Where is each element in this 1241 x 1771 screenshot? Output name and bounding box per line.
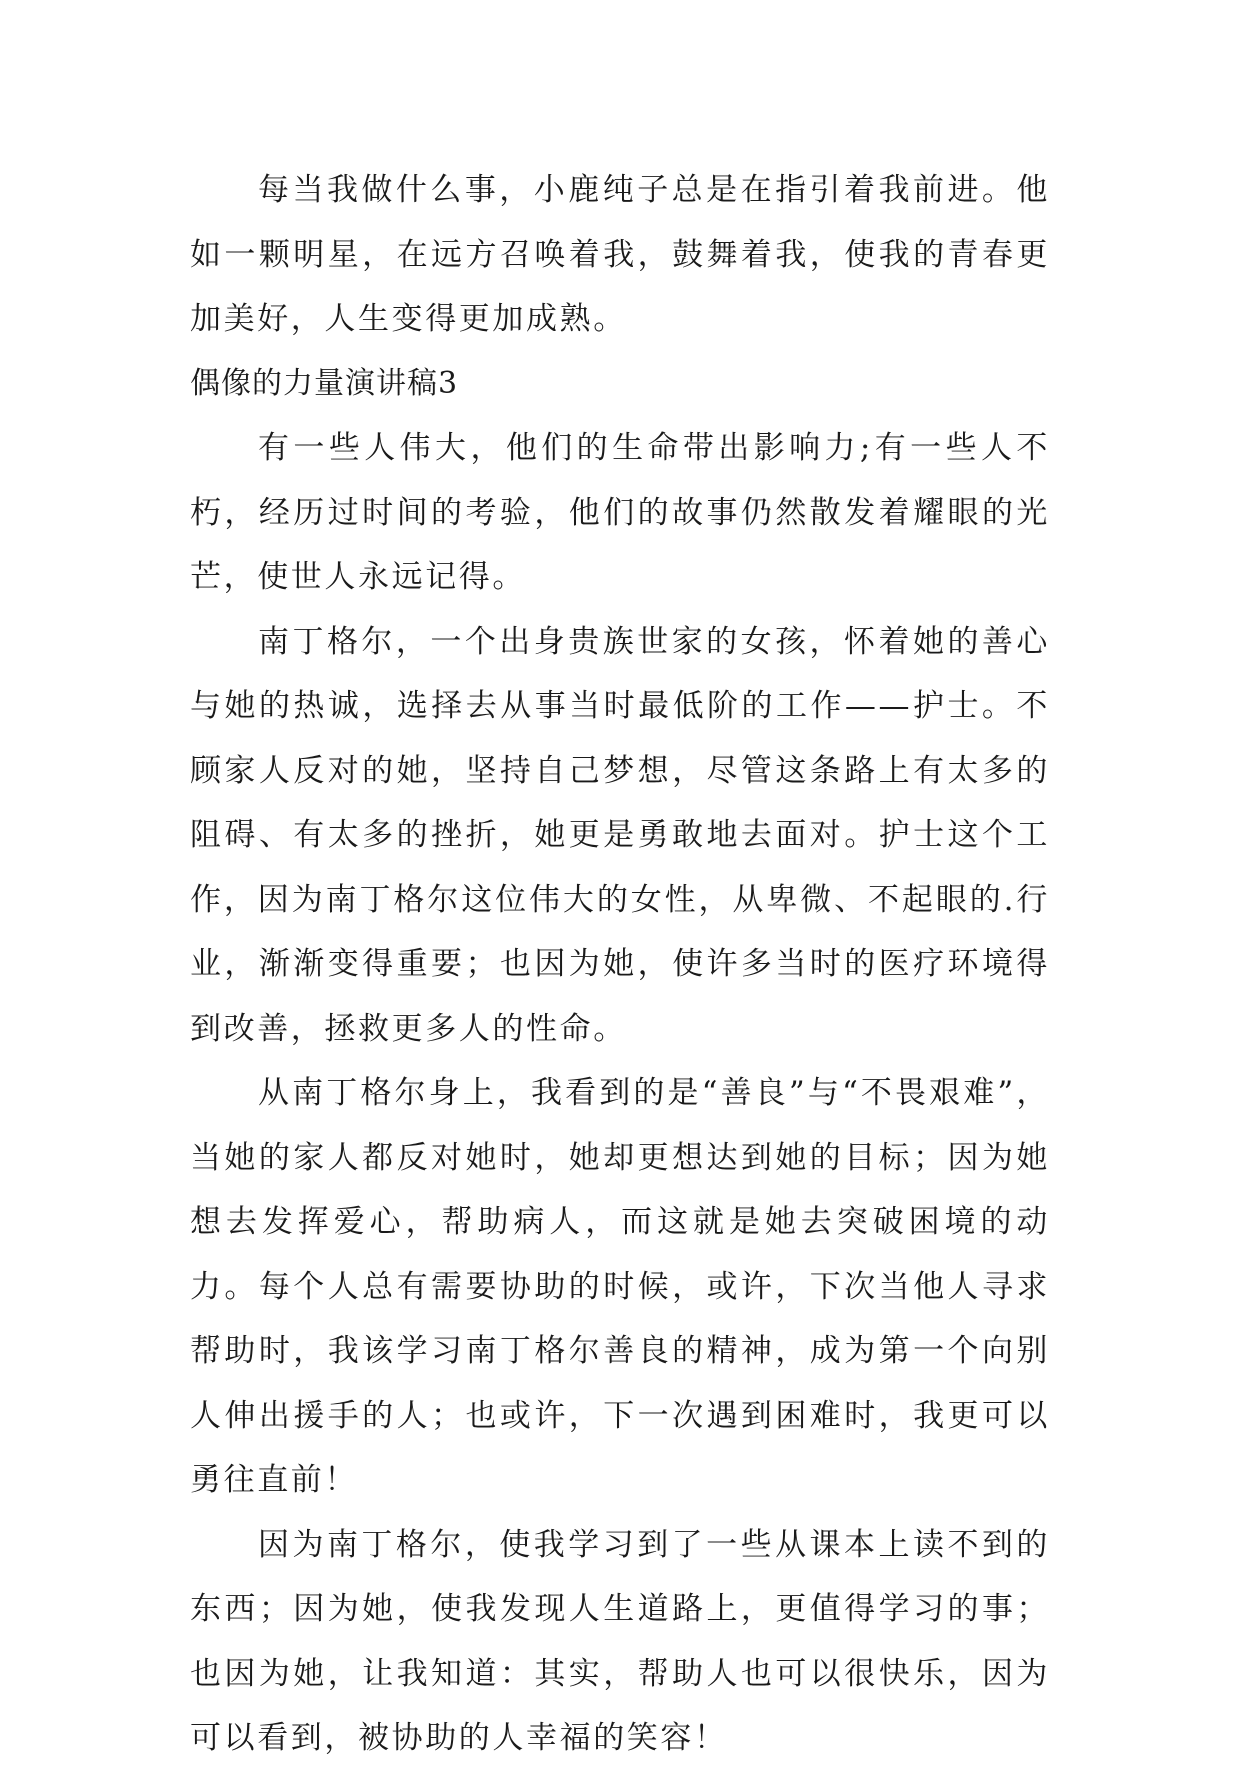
document-page	[190, 158, 1050, 1771]
paragraph-1: 每当我做什么事，小鹿纯子总是在指引着我前进。他如一颗明星，在远方召唤着我，鼓舞着我，使我的青春更加美好，人生变得更加成熟。	[190, 172, 1050, 337]
paragraph-2: 有一些人伟大，他们的生命带出影响力;有一些人不朽，经历过时间的考验，他们的故事仍然散发着耀眼的光芒，使世人永远记得。	[190, 430, 1050, 595]
paragraph-3: 南丁格尔，一个出身贵族世家的女孩，怀着她的善心与她的热诚，选择去从事当时最低阶的工作——护士。不顾家人反对的她，坚持自己梦想，尽管这条路上有太多的阻碍、有太多的挫折，她更是勇敢地去面对。护士这个工作，因为南丁格尔这位伟大的女性，从卑微、不起眼的.行业，渐渐变得重要；也因为她，使许多当时的医疗环境得到改善，拯救更多人的性命。	[190, 623, 1050, 1047]
paragraph-5: 因为南丁格尔，使我学习到了一些从课本上读不到的东西；因为她，使我发现人生道路上，更值得学习的事；也因为她，让我知道：其实，帮助人也可以很快乐，因为可以看到，被协助的人幸福的笑容！	[190, 1526, 1050, 1756]
paragraph-4: 从南丁格尔身上，我看到的是“善良”与“不畏艰难”，当她的家人都反对她时，她却更想达到她的目标；因为她想去发挥爱心，帮助病人，而这就是她去突破困境的动力。每个人总有需要协助的时候，或许，下次当他人寻求帮助时，我该学习南丁格尔善良的精神，成为第一个向别人伸出援手的人；也或许，下一次遇到困难时，我更可以勇往直前！	[190, 1075, 1050, 1498]
section-heading: 偶像的力量演讲稿3	[190, 365, 459, 401]
